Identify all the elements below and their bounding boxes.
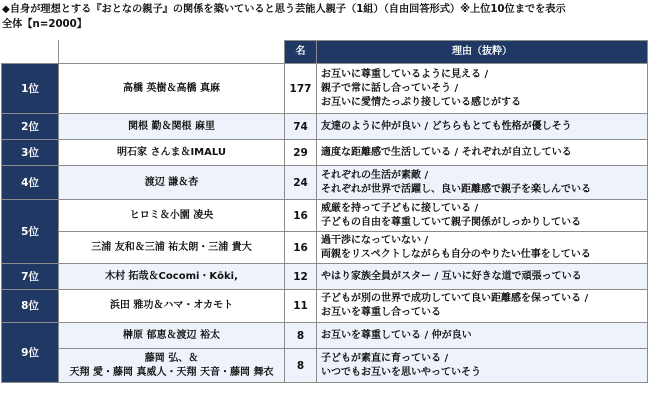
reason-line: 友達のように仲が良い / どちらもとても性格が優しそう (321, 120, 572, 132)
names-line: 藤岡 弘、＆ (144, 352, 199, 364)
reason-cell (317, 349, 648, 383)
names-line: 明石家 さんま＆IMALU (116, 146, 227, 158)
reason-cell (317, 166, 648, 200)
table-row (2, 290, 648, 323)
table-row (2, 349, 648, 383)
reason-line: それぞれが世界で活躍し、良い距離感で親子を楽しんでいる (321, 183, 591, 195)
reason-cell (317, 264, 648, 290)
names-line: 三浦 友和＆三浦 祐太朗・三浦 貴大 (91, 241, 252, 253)
rank-cell: 9位 (2, 323, 59, 383)
reason-line: 両親をリスペクトしながらも自分のやりたい仕事をしている (321, 248, 591, 260)
reason-column-header: 理由（抜粋） (317, 41, 648, 64)
count-cell: 16 (285, 232, 317, 264)
reason-line: お互いを尊重している / 仲が良い (321, 329, 472, 341)
names-line: 関根 勤＆関根 麻里 (128, 120, 215, 132)
names-cell (59, 264, 285, 290)
names-cell (59, 114, 285, 140)
names-cell (59, 290, 285, 323)
table-row (2, 232, 648, 264)
count-cell: 29 (285, 140, 317, 166)
count-cell: 11 (285, 290, 317, 323)
count-column-header: 名 (285, 41, 317, 64)
reason-cell (317, 114, 648, 140)
table-row (2, 114, 648, 140)
reason-cell (317, 64, 648, 114)
count-cell: 177 (285, 64, 317, 114)
reason-line: 子どもが別の世界で成功していて良い距離感を保っている / (321, 293, 589, 304)
names-line: 天翔 愛・藤岡 真威人・天翔 天音・藤岡 舞衣 (69, 366, 274, 378)
count-cell: 8 (285, 349, 317, 383)
table-header-row (2, 41, 648, 64)
table-row (2, 200, 648, 232)
table-row (2, 140, 648, 166)
count-cell: 8 (285, 323, 317, 349)
count-cell: 12 (285, 264, 317, 290)
names-cell (59, 323, 285, 349)
rank-cell: 4位 (2, 166, 59, 200)
names-line: ヒロミ＆小園 凌央 (129, 209, 214, 221)
names-cell (59, 349, 285, 383)
reason-line: 親子で常に話し合っていそう / (321, 82, 459, 94)
reason-cell (317, 200, 648, 232)
rank-cell: 7位 (2, 264, 59, 290)
rank-cell: 8位 (2, 290, 59, 323)
count-cell: 16 (285, 200, 317, 232)
reason-line: 適度な距離感で生活している / それぞれが自立している (321, 146, 572, 158)
reason-line: お互いに愛情たっぷり接している感じがする (321, 96, 521, 108)
rank-cell: 2位 (2, 114, 59, 140)
names-line: 渡辺 謙＆杏 (144, 176, 199, 188)
reason-line: 子どもの自由を尊重していて親子関係がしっかりしている (321, 216, 581, 228)
reason-line: 過干渉になっていない / (321, 234, 429, 246)
names-cell (59, 166, 285, 200)
names-cell (59, 140, 285, 166)
count-cell: 24 (285, 166, 317, 200)
names-line: 浜田 雅功＆ハマ・オカモト (109, 300, 234, 311)
sample-size-label: 全体【n=2000】 (2, 19, 87, 30)
names-cell (59, 200, 285, 232)
reason-line: お互いに尊重しているように見える / (321, 68, 489, 80)
ranking-table (1, 40, 648, 383)
reason-cell (317, 323, 648, 349)
reason-line: いつでもお互いを思いやっていそう (321, 366, 481, 378)
count-cell: 74 (285, 114, 317, 140)
table-row (2, 264, 648, 290)
rank-column-header (2, 41, 59, 64)
reason-line: 子どもが素直に育っている / (321, 352, 449, 364)
names-line: 榊原 郁恵＆渡辺 裕太 (123, 329, 220, 341)
table-row (2, 64, 648, 114)
names-line: 高橋 英樹＆高橋 真麻 (123, 82, 220, 94)
rank-cell: 1位 (2, 64, 59, 114)
reason-line: 威厳を持って子どもに接している / (321, 202, 479, 214)
reason-line: それぞれの生活が素敵 / (321, 169, 429, 181)
names-line: 木村 拓哉＆Cocomi・Kōki, (105, 270, 238, 282)
reason-cell (317, 140, 648, 166)
page-title: ◆自身が理想とする『おとなの親子』の関係を築いていると思う芸能人親子（1組）（自由回答形式）※上位10位までを表示 (2, 4, 566, 15)
names-column-header (59, 41, 285, 64)
reason-cell (317, 290, 648, 323)
reason-line: お互いを尊重し合っている (321, 307, 441, 318)
table-row (2, 166, 648, 200)
rank-cell: 3位 (2, 140, 59, 166)
rank-cell: 5位 (2, 200, 59, 264)
reason-cell (317, 232, 648, 264)
table-row (2, 323, 648, 349)
names-cell (59, 64, 285, 114)
names-cell (59, 232, 285, 264)
reason-line: やはり家族全員がスター / 互いに好きな道で頑張っている (321, 270, 582, 282)
